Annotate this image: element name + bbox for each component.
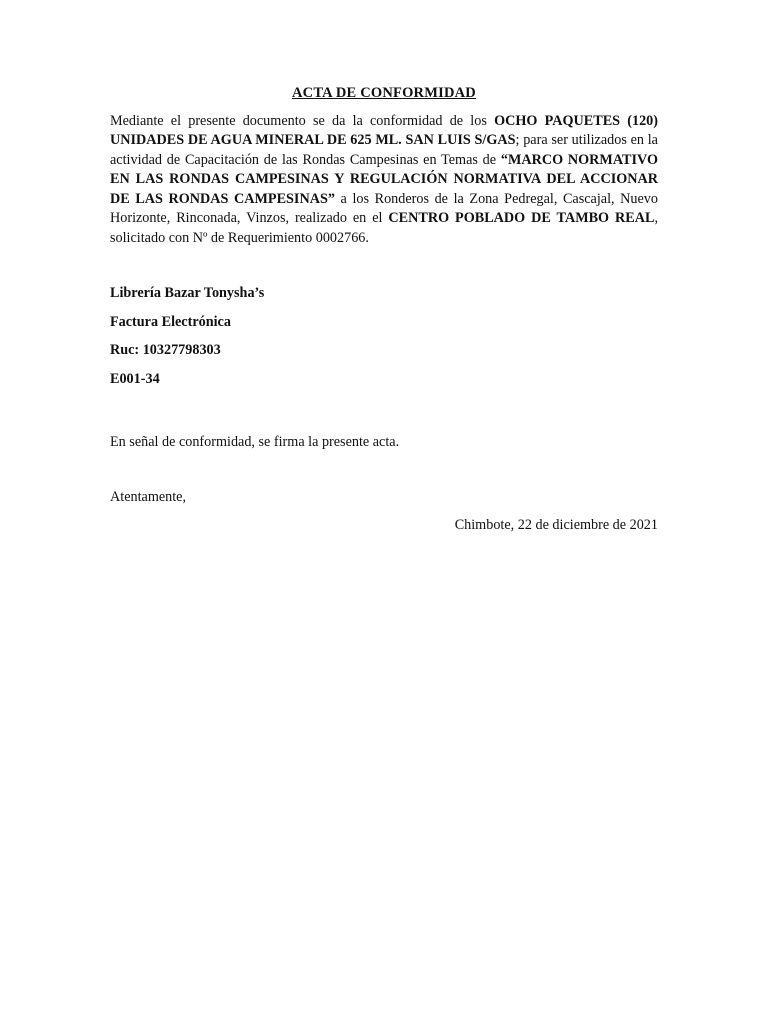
paragraph-text-4: , solicitado con Nº de Requerimiento 0002766.: [110, 210, 658, 246]
conformity-paragraph: [110, 112, 658, 249]
paragraph-text-1: Mediante el presente documento se da la conformidad de los: [110, 112, 495, 129]
closing-statement: En señal de conformidad, se firma la presente acta.: [110, 434, 400, 450]
place-date: Chimbote, 22 de diciembre de 2021: [454, 517, 658, 533]
vendor-name: Librería Bazar Tonysha’s: [110, 285, 265, 301]
venue-name: CENTRO POBLADO DE TAMBO REAL: [388, 210, 655, 226]
product-description: OCHO PAQUETES (120) UNIDADES DE AGUA MINERAL DE 625 ML. SAN LUIS S/GAS: [110, 112, 658, 148]
regards-line: Atentamente,: [110, 488, 187, 505]
vendor-ruc: Ruc: 10327798303: [110, 342, 221, 358]
paragraph-text-3: a los Ronderos de la Zona Pedregal, Cascajal, Nuevo Horizonte, Rinconada, Vinzos, realizado en el: [110, 190, 658, 226]
paragraph-text-2: ; para ser utilizados en la actividad de Capacitación de las Rondas Campesinas en Temas de: [110, 132, 658, 168]
invoice-series: E001-34: [110, 370, 160, 387]
invoice-type: Factura Electrónica: [110, 313, 231, 330]
training-topic: “MARCO NORMATIVO EN LAS RONDAS CAMPESINAS Y REGULACIÓN NORMATIVA DEL ACCIONAR DE LAS RONDAS CAMPESINAS”: [110, 151, 658, 207]
document-title: ACTA DE CONFORMIDAD: [292, 85, 476, 101]
vendor-block: [110, 284, 658, 389]
document-page: [110, 84, 658, 536]
